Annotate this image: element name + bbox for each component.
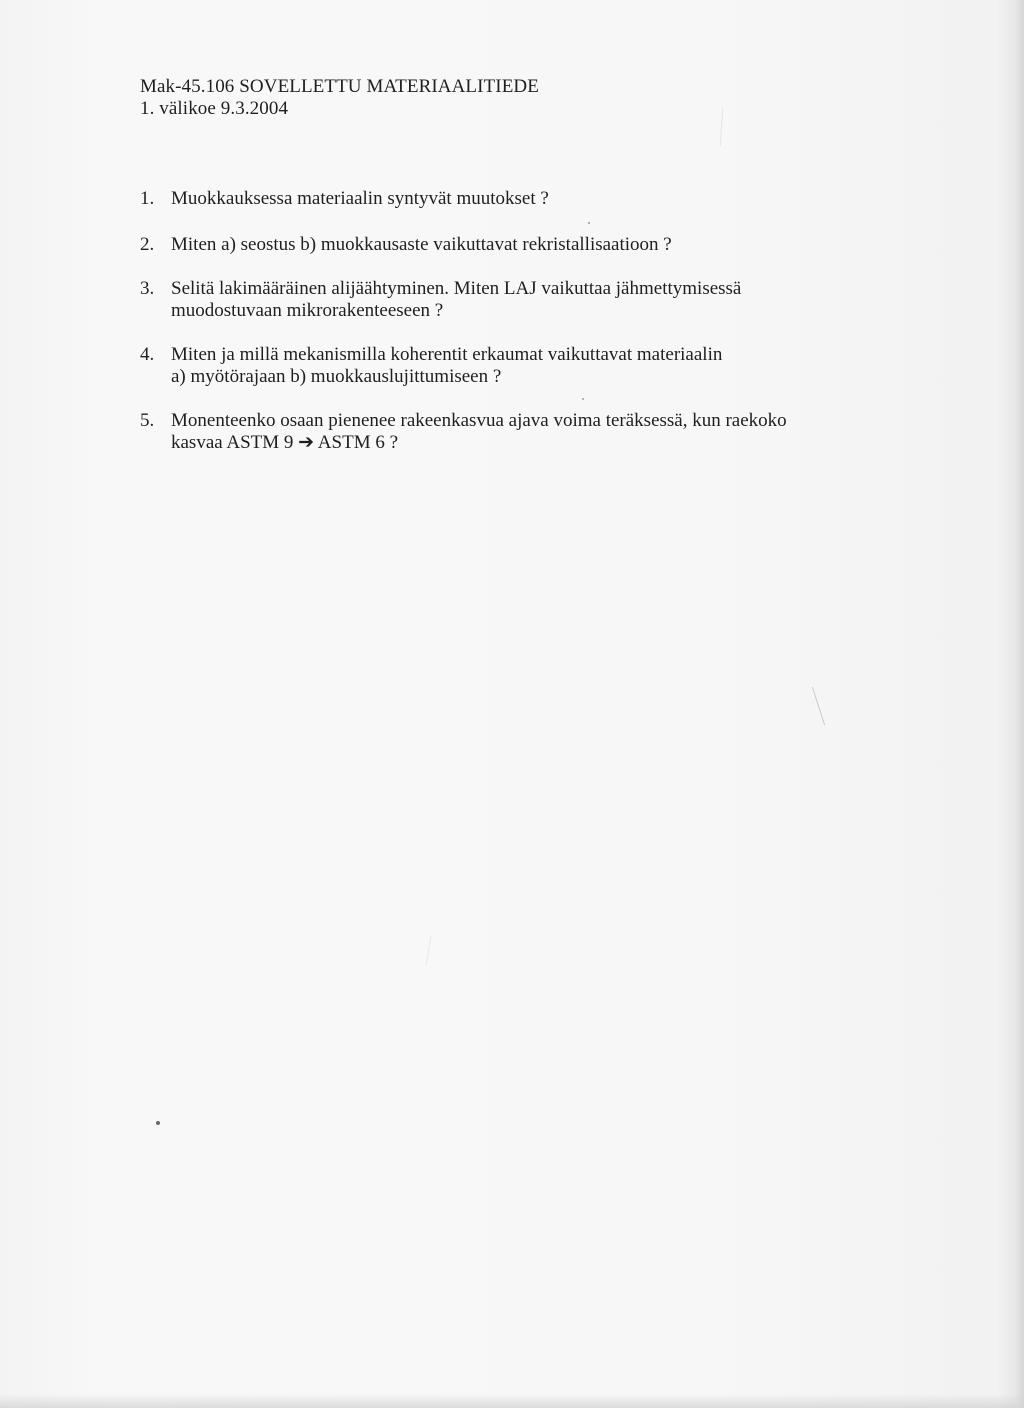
- question-1: [140, 188, 900, 210]
- question-number: 1.: [140, 188, 155, 209]
- question-list: [140, 188, 900, 454]
- question-number: 2.: [140, 234, 155, 255]
- scan-right-edge-shadow: [998, 0, 1024, 1408]
- scan-speck: [582, 398, 584, 400]
- question-4: [140, 344, 900, 388]
- question-number: 3.: [140, 278, 155, 299]
- exam-date-line: 1. välikoe 9.3.2004: [140, 98, 289, 119]
- question-number: 4.: [140, 344, 155, 365]
- question-number: 5.: [140, 410, 155, 431]
- scan-streak: [720, 108, 724, 146]
- scan-speck: [156, 1121, 160, 1125]
- question-text-line: Monenteenko osaan pienenee rakeenkasvua ajava voima teräksessä, kun raekoko: [171, 410, 787, 431]
- question-text-line: a) myötörajaan b) muokkauslujittumiseen ?: [171, 366, 502, 387]
- question-text-line: muodostuvaan mikrorakenteeseen ?: [171, 300, 444, 321]
- course-title: Mak-45.106 SOVELLETTU MATERIAALITIEDE: [140, 76, 539, 97]
- scan-speck: [588, 222, 590, 224]
- scan-streak: [812, 687, 825, 725]
- document-header: [140, 76, 539, 120]
- question-text-line: kasvaa ASTM 9 ➔ ASTM 6 ?: [171, 432, 399, 453]
- question-text-line: Miten ja millä mekanismilla koherentit erkaumat vaikuttavat materiaalin: [171, 344, 723, 365]
- question-text-line: Miten a) seostus b) muokkausaste vaikuttavat rekristallisaatioon ?: [171, 234, 672, 255]
- question-3: [140, 278, 900, 322]
- question-2: [140, 234, 900, 256]
- question-5: [140, 410, 900, 454]
- scan-bottom-edge-shadow: [0, 1394, 1024, 1408]
- question-text-line: Muokkauksessa materiaalin syntyvät muutokset ?: [171, 188, 549, 209]
- question-text-line: Selitä lakimääräinen alijäähtyminen. Miten LAJ vaikuttaa jähmettymisessä: [171, 278, 742, 299]
- scan-streak: [425, 936, 431, 966]
